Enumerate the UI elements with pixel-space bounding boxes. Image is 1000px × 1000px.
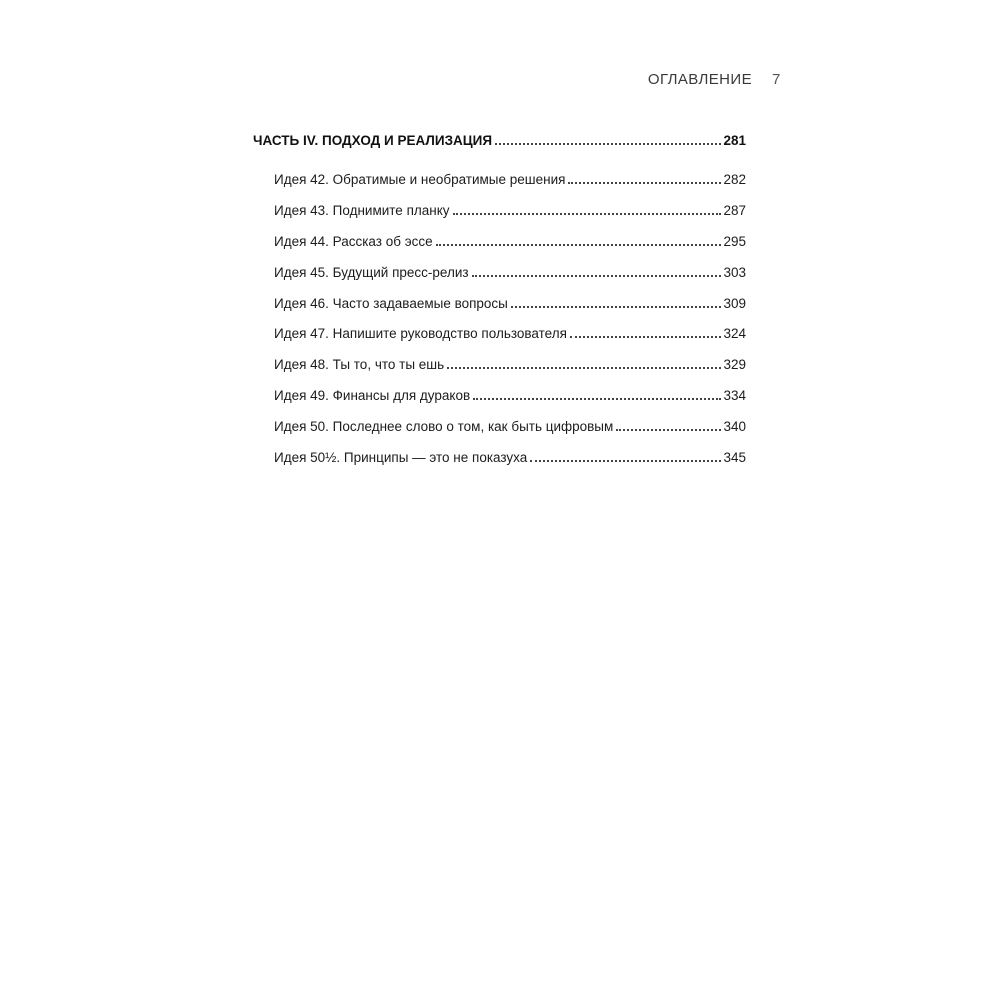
toc-entry [274,234,746,256]
toc-entry-page: 282 [723,172,746,187]
dot-leader [616,429,721,431]
running-header [640,71,780,93]
toc-part-heading [253,133,746,155]
dot-leader [453,213,722,215]
toc-entry-title: Идея 50½. Принципы — это не показуха [274,450,528,466]
table-of-contents [253,133,746,481]
toc-entry-title: Идея 50. Последнее слово о том, как быть цифровым [274,419,614,435]
toc-entry-title: Идея 47. Напишите руководство пользователя [274,326,567,342]
dot-leader [568,182,721,184]
toc-entry [274,296,746,318]
toc-entry-page: 303 [723,264,746,280]
toc-entry-page: 324 [723,326,746,342]
toc-entry [274,419,746,441]
toc-entry-title: Идея 42. Обратимые и необратимые решения [274,172,566,187]
toc-part-title: ЧАСТЬ IV. ПОДХОД И РЕАЛИЗАЦИЯ [253,133,493,148]
dot-leader [472,275,722,277]
toc-entry-page: 295 [723,233,746,249]
toc-entry-page: 309 [723,295,746,311]
toc-entry-title: Идея 44. Рассказ об эссе [274,233,433,249]
toc-entry [274,172,746,194]
toc-entry-page: 334 [723,388,746,404]
toc-entry [274,357,746,379]
toc-entry [274,450,746,472]
toc-entry [274,326,746,348]
toc-entry-title: Идея 46. Часто задаваемые вопросы [274,295,508,311]
dot-leader [473,398,721,400]
toc-entry-title: Идея 48. Ты то, что ты ешь [274,357,445,373]
dot-leader [570,336,722,338]
toc-entry [274,265,746,287]
toc-entry-title: Идея 43. Поднимите планку [274,202,450,218]
dot-leader [447,367,721,369]
section-title: ОГЛАВЛЕНИЕ [647,71,752,88]
dot-leader [530,460,721,462]
toc-entry [274,203,746,225]
toc-entry-title: Идея 49. Финансы для дураков [274,388,471,404]
toc-entry-page: 329 [723,357,746,373]
toc-part-page: 281 [723,133,746,148]
dot-leader [511,306,722,308]
dot-leader [436,244,722,246]
toc-entry [274,388,746,410]
toc-entry-page: 340 [723,419,746,435]
page-number: 7 [772,71,781,88]
toc-entry-title: Идея 45. Будущий пресс-релиз [274,264,469,280]
toc-entry-page: 287 [723,202,746,218]
toc-entry-page: 345 [723,450,746,466]
dot-leader [495,143,721,145]
